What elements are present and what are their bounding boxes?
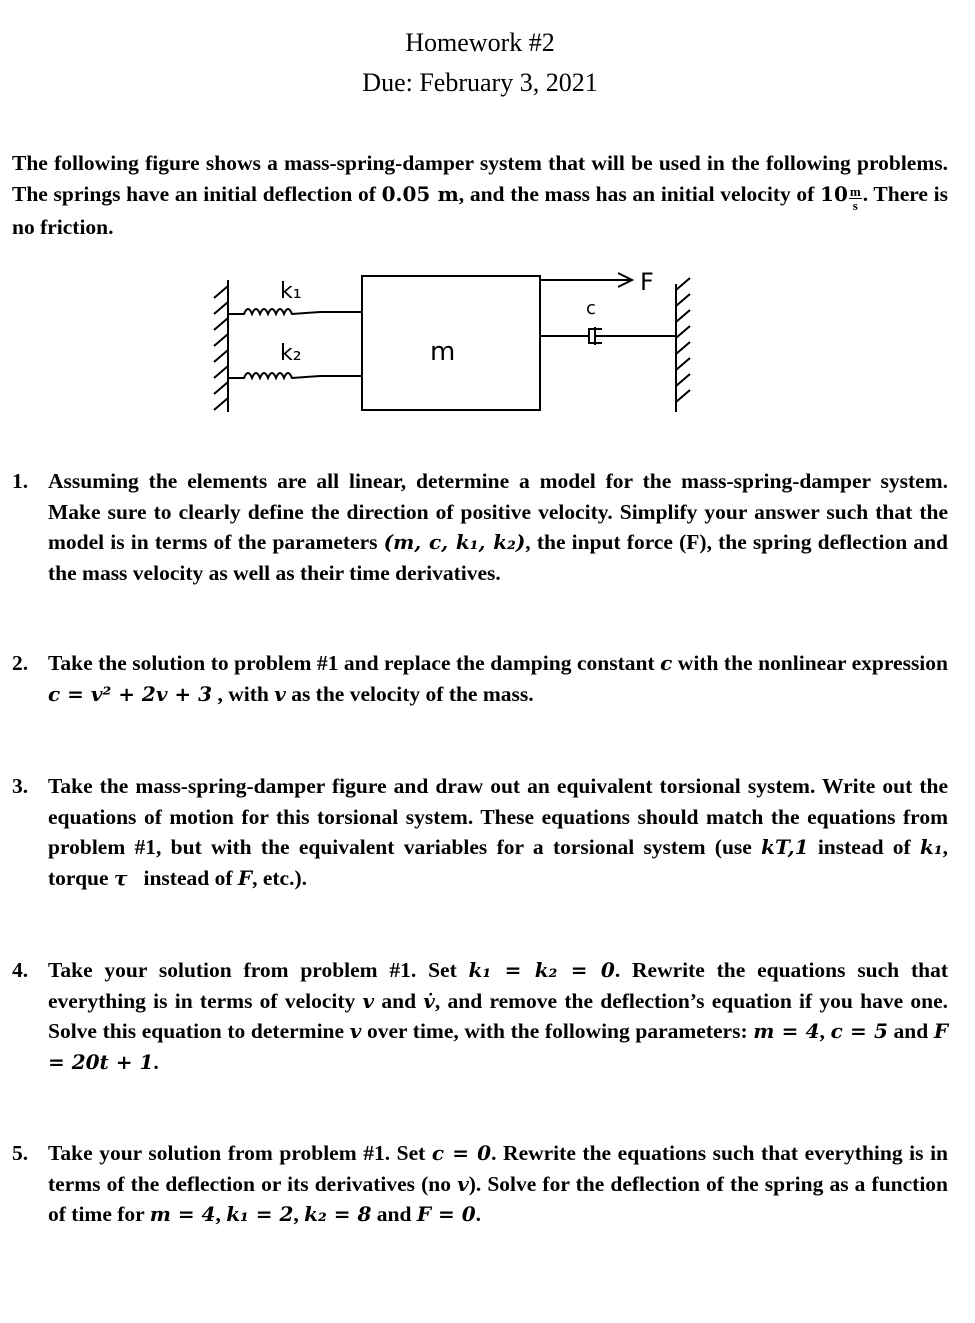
text-segment: as the velocity of the mass. — [285, 681, 534, 706]
text-segment: , and remove the deflection’s equation if you have one. Solve this equation to determine — [48, 988, 948, 1043]
text-segment: , — [819, 1019, 831, 1043]
text-segment: with the nonlinear expression — [672, 651, 948, 675]
math-F: F = 0 — [416, 1202, 476, 1226]
label-mass: m — [430, 337, 456, 367]
velocity-unit — [849, 185, 862, 212]
unit-denominator: s — [852, 198, 858, 213]
damper-c — [540, 327, 676, 345]
left-wall — [214, 280, 228, 412]
text-segment: and — [374, 988, 424, 1013]
intro-text-3: . There is no friction. — [12, 182, 948, 239]
text-segment: Take your solution from problem #1. Set — [48, 958, 469, 982]
problem-number: 2. — [12, 651, 29, 675]
problem-2 — [12, 648, 948, 709]
math-v: v — [457, 1171, 469, 1196]
spring-k1 — [228, 309, 362, 314]
math-m: m = 4 — [753, 1019, 820, 1043]
problem-text — [48, 466, 948, 588]
math-kt1: kT,1 — [761, 835, 809, 859]
due-date: Due: February 3, 2021 — [362, 68, 598, 97]
math-damping-expression: c = v² + 2v + 3 — [48, 681, 213, 706]
math-tau: τ — [113, 865, 128, 890]
text-segment: , — [215, 1202, 227, 1226]
mass-spring-damper-figure — [200, 262, 700, 422]
text-segment: Take the solution to problem #1 and replace the damping constant — [48, 651, 661, 675]
problem-3 — [12, 771, 948, 893]
text-segment: , with — [212, 681, 275, 706]
math-c-zero: c = 0 — [431, 1141, 492, 1165]
math-k-zero: k₁ = k₂ = 0 — [468, 958, 615, 982]
label-force: F — [640, 268, 654, 296]
text-segment: Take the mass-spring-damper figure and draw out an equivalent torsional system. Write out the equations of motion for this torsional system. These equations should match the equations from problem #1, but with the equivalent variables for a torsional system (use — [48, 774, 948, 859]
velocity-value: 10 — [820, 182, 848, 206]
label-damper: c — [586, 298, 596, 319]
text-segment: instead of — [127, 865, 238, 890]
problem-text — [48, 1138, 948, 1230]
math-k1: k₁ — [920, 835, 943, 859]
math-v: v — [362, 988, 375, 1013]
problem-number: 1. — [12, 469, 29, 493]
text-segment: . — [475, 1202, 481, 1226]
right-wall — [676, 278, 690, 412]
math-F: F = 20t + 1 — [48, 1019, 949, 1074]
text-segment: Take your solution from problem #1. Set — [48, 1141, 432, 1165]
text-segment: and — [887, 1019, 934, 1043]
intro-text-2: , and the mass has an initial velocity of — [458, 182, 821, 206]
text-segment: . — [153, 1049, 159, 1074]
problem-4 — [12, 955, 948, 1077]
math-F: F — [237, 865, 253, 890]
text-segment: , the input force (F), the spring deflection and the mass velocity as well as their time derivatives. — [48, 530, 949, 585]
math-parameters: (m, c, k₁, k₂) — [383, 530, 526, 554]
text-segment: instead of — [808, 835, 920, 859]
math-v: v — [274, 681, 286, 706]
text-segment: . Rewrite the equations such that everything is in terms of velocity — [48, 958, 948, 1013]
problem-text — [48, 648, 948, 709]
problem-number: 3. — [12, 774, 29, 798]
math-vdot: v̇ — [423, 988, 435, 1013]
intro-paragraph — [12, 148, 948, 243]
problem-text — [48, 955, 948, 1077]
text-segment: over time, with the following parameters: — [361, 1019, 754, 1043]
unit-numerator: m — [849, 184, 861, 199]
problem-1 — [12, 466, 948, 588]
text-segment: . Rewrite the equations such that everything is in terms of the deflection or its derivatives (no — [48, 1141, 949, 1196]
intro-text-1: The following figure shows a mass-spring-damper system that will be used in the following problems. The springs have an initial deflection of — [12, 151, 948, 206]
math-c: c = 5 — [830, 1019, 888, 1043]
text-segment: , — [293, 1202, 305, 1226]
problem-number: 5. — [12, 1141, 29, 1165]
label-k2: k₂ — [280, 341, 302, 366]
text-segment: , torque — [48, 835, 948, 890]
math-m: m = 4 — [149, 1202, 216, 1226]
text-segment: and — [371, 1202, 417, 1226]
deflection-value: 0.05 m — [381, 182, 459, 206]
math-v: v — [349, 1019, 362, 1043]
homework-title: Homework #2 — [405, 28, 555, 57]
math-k2: k₂ = 8 — [304, 1202, 372, 1226]
label-k1: k₁ — [280, 279, 302, 304]
problem-text — [48, 771, 948, 893]
text-segment: ). Solve for the deflection of the spring as a function of time for — [48, 1171, 948, 1226]
spring-k2 — [228, 373, 362, 378]
text-segment: , etc.). — [252, 865, 307, 890]
text-segment: Assuming the elements are all linear, determine a model for the mass-spring-damper system. Make sure to clearly define the direction of positive velocity. Simplify your answer such that the model is in terms of the parameters — [48, 469, 948, 554]
math-c: c — [660, 651, 673, 675]
problem-number: 4. — [12, 958, 29, 982]
math-k1: k₁ = 2 — [226, 1202, 294, 1226]
problem-5 — [12, 1138, 948, 1230]
